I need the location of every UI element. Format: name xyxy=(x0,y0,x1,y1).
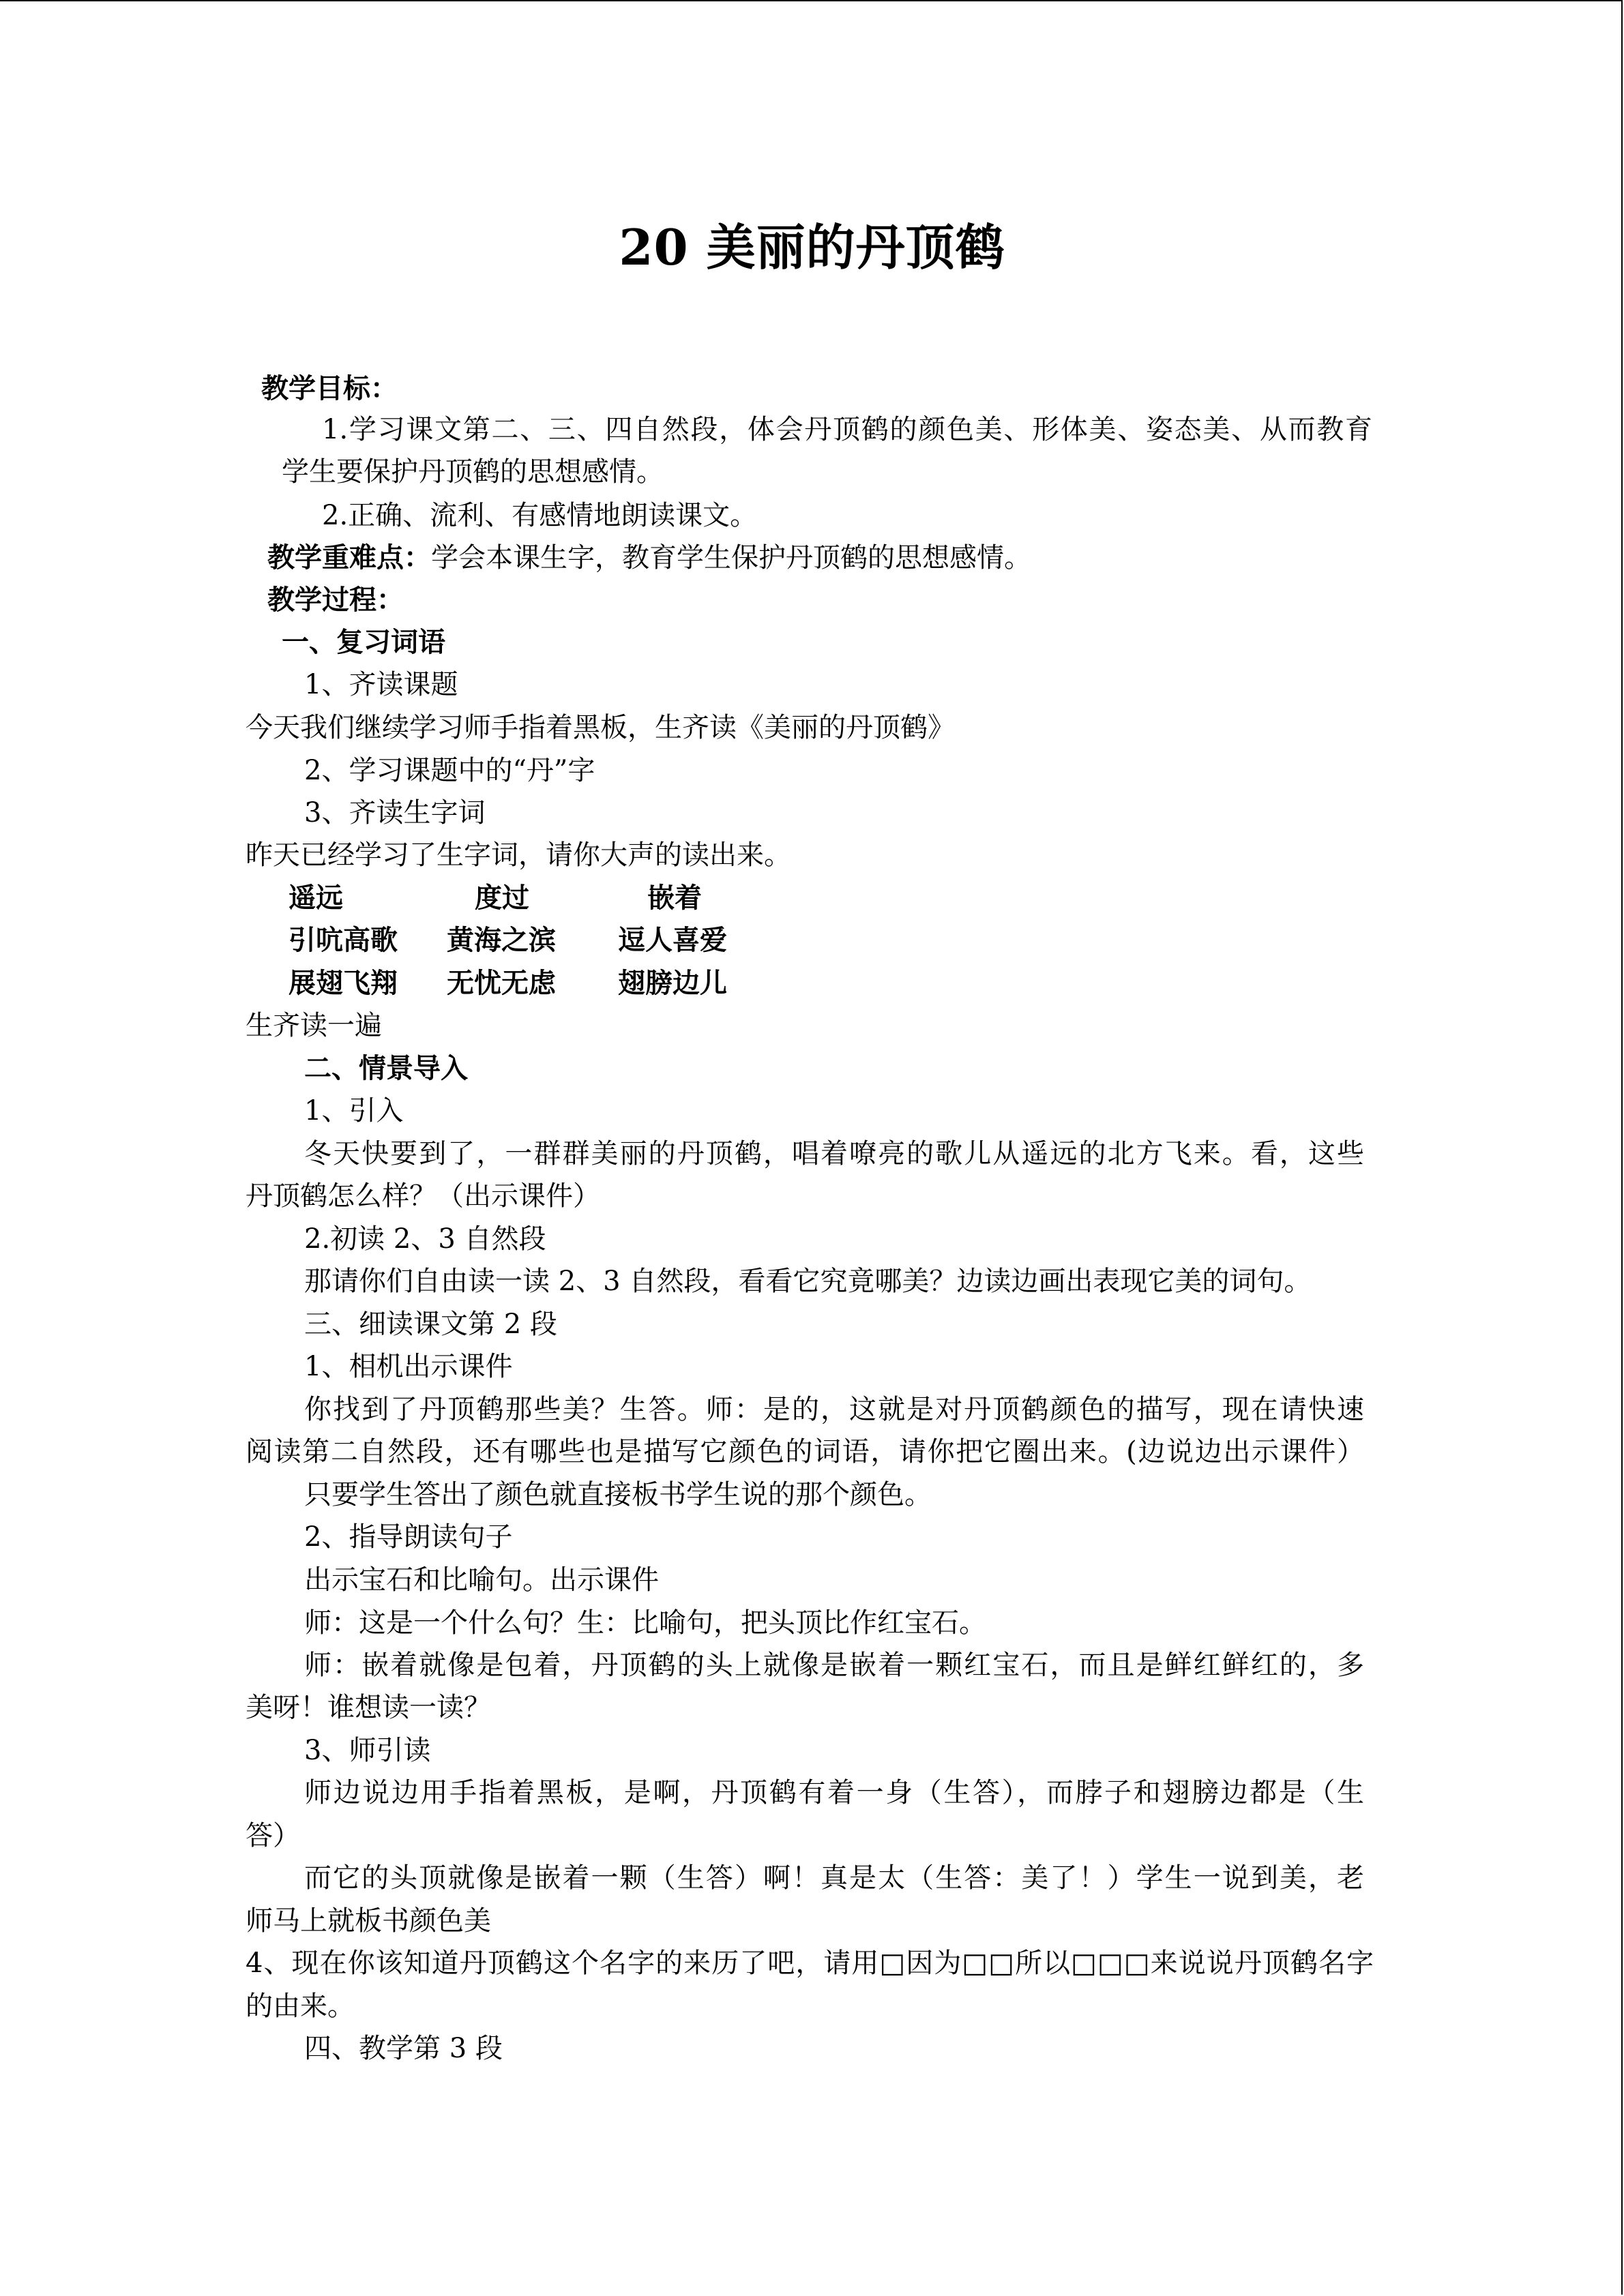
section-1-step-1-text: 今天我们继续学习师手指着黑板，生齐读《美丽的丹顶鹤》 xyxy=(246,712,955,743)
word-r3-c2: 无忧无虑 xyxy=(447,967,556,999)
process-heading: 教学过程： xyxy=(267,584,404,616)
objectives-heading: 教学目标： xyxy=(261,372,398,404)
section-1-step-2: 2、学习课题中的“丹”字 xyxy=(304,755,595,786)
section-2-p1-line-1: 冬天快要到了，一群群美丽的丹顶鹤，唱着嘹亮的歌儿从遥远的北方飞来。看，这些 xyxy=(304,1138,1364,1169)
section-1-after-words: 生齐读一遍 xyxy=(246,1010,382,1041)
section-4-heading: 四、教学第 3 段 xyxy=(304,2033,503,2064)
section-1-step-3-text: 昨天已经学习了生字词，请你大声的读出来。 xyxy=(246,839,791,871)
section-3-step-4-line-2: 的由来。 xyxy=(246,1991,355,2022)
section-3-heading: 三、细读课文第 2 段 xyxy=(304,1309,557,1340)
section-3-p2-line-2: 师：这是一个什么句？生：比喻句，把头顶比作红宝石。 xyxy=(304,1607,986,1639)
objective-1-line-2: 学生要保护丹顶鹤的思想感情。 xyxy=(282,456,664,488)
section-1-step-1: 1、齐读课题 xyxy=(304,669,458,700)
section-3-step-1: 1、相机出示课件 xyxy=(304,1351,513,1382)
key-points-label: 教学重难点： xyxy=(267,541,431,573)
word-r2-c3: 逗人喜爱 xyxy=(618,924,727,956)
objective-1-line-1: 1.学习课文第二、三、四自然段，体会丹顶鹤的颜色美、形体美、姿态美、从而教育 xyxy=(322,414,1372,445)
section-2-step-1: 1、引入 xyxy=(304,1095,404,1127)
section-3-p3-line-1: 师边说边用手指着黑板，是啊，丹顶鹤有着一身（生答），而脖子和翅膀边都是（生 xyxy=(304,1777,1364,1808)
word-r1-c1: 遥远 xyxy=(289,882,343,914)
section-3-p2-line-4: 美呀！谁想读一读？ xyxy=(246,1692,491,1723)
section-3-p3-line-3: 而它的头顶就像是嵌着一颗（生答）啊！真是太（生答：美了！）学生一说到美，老 xyxy=(304,1862,1364,1894)
key-points xyxy=(267,541,1031,574)
section-3-p3-line-4: 师马上就板书颜色美 xyxy=(246,1905,491,1937)
section-3-p3-line-2: 答） xyxy=(246,1820,300,1851)
section-2-p1-line-2: 丹顶鹤怎么样？（出示课件） xyxy=(246,1180,600,1212)
section-3-step-4-line-1: 4、现在你该知道丹顶鹤这个名字的来历了吧，请用□因为□□所以□□□来说说丹顶鹤名字 xyxy=(246,1948,1374,1979)
word-r3-c3: 翅膀边儿 xyxy=(618,967,727,999)
section-3-step-2: 2、指导朗读句子 xyxy=(304,1521,513,1553)
word-r1-c3: 嵌着 xyxy=(647,882,702,914)
section-3-p2-line-1: 出示宝石和比喻句。出示课件 xyxy=(304,1564,659,1596)
page-title: 20 美丽的丹顶鹤 xyxy=(619,218,1005,276)
section-3-step-3: 3、师引读 xyxy=(304,1735,431,1766)
objective-2: 2.正确、流利、有感情地朗读课文。 xyxy=(322,500,758,531)
section-2-p2: 那请你们自由读一读 2、3 自然段，看看它究竟哪美？边读边画出表现它美的词句。 xyxy=(304,1266,1312,1297)
word-r2-c2: 黄海之滨 xyxy=(447,924,556,956)
word-r2-c1: 引吭高歌 xyxy=(289,924,398,956)
section-2-heading: 二、情景导入 xyxy=(304,1052,468,1084)
section-2-step-2: 2.初读 2、3 自然段 xyxy=(304,1223,546,1255)
key-points-text: 学会本课生字，教育学生保护丹顶鹤的思想感情。 xyxy=(431,542,1031,573)
word-r1-c2: 度过 xyxy=(475,882,529,914)
section-3-p1-line-1: 你找到了丹顶鹤那些美？生答。师：是的，这就是对丹顶鹤颜色的描写，现在请快速 xyxy=(304,1394,1364,1425)
section-3-p1-line-3: 只要学生答出了颜色就直接板书学生说的那个颜色。 xyxy=(304,1479,932,1510)
section-1-step-3: 3、齐读生字词 xyxy=(304,797,486,829)
section-1-heading: 一、复习词语 xyxy=(282,626,445,658)
word-r3-c1: 展翅飞翔 xyxy=(289,967,398,999)
section-3-p2-line-3: 师：嵌着就像是包着，丹顶鹤的头上就像是嵌着一颗红宝石，而且是鲜红鲜红的，多 xyxy=(304,1650,1364,1681)
section-3-p1-line-2: 阅读第二自然段，还有哪些也是描写它颜色的词语，请你把它圈出来。(边说边出示课件） xyxy=(246,1436,1364,1467)
